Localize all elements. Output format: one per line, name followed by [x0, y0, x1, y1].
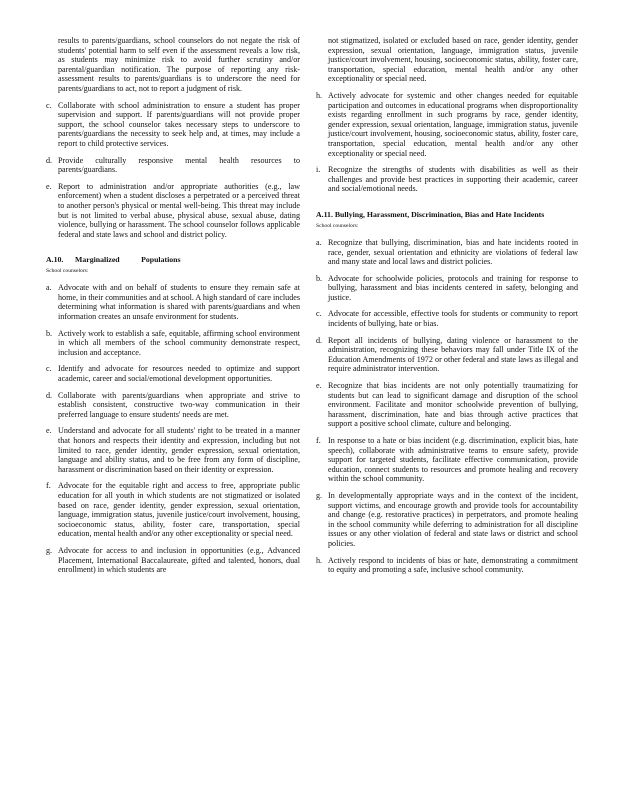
list-item: [46, 156, 300, 175]
list-item: [316, 556, 578, 575]
item-text: Recognize that bias incidents are not only potentially traumatizing for students but can lead to significant damage and disruption of the school environment. Facilitate and monitor schoolwide prevention of bullying, harassment, discrimination, hate and bias through active practices that support a positive school climate, culture and belonging.: [328, 381, 578, 429]
item-label: a.: [316, 237, 322, 247]
item-text: Actively work to establish a safe, equitable, affirming school environment in which all members of the school community demonstrate respect, inclusion and acceptance.: [58, 328, 300, 357]
list-item: [316, 436, 578, 484]
section-subheading: School counselors:: [316, 222, 359, 229]
section-heading: A.11. Bullying, Harassment, Discrimination, Bias and Hate Incidents: [316, 209, 545, 219]
section-heading: A.10. Marginalized Populations: [46, 255, 181, 265]
list-item: [46, 391, 300, 420]
item-text: Understand and advocate for all students' right to be treated in a manner that honors and respects their identity and expression, including but not limited to race, gender identity, gender expression, sexual orientation, language and ability status, and to be free from any form of discipline, harassment or discrimination based on their identity or expression.: [58, 426, 300, 474]
item-label: e.: [316, 381, 322, 391]
item-label: c.: [46, 100, 52, 110]
item-text: Advocate with and on behalf of students to ensure they remain safe at home, in their communities and at school. A high standard of care includes determining what information is shared with parents/guardians and when information creates an unsafe environment for students.: [58, 283, 300, 322]
list-item: [46, 546, 300, 575]
list-item: [316, 381, 578, 429]
right-column: [316, 36, 578, 582]
item-text: Recognize that bullying, discrimination, bias and hate incidents rooted in race, gender, sexual orientation and ethnicity are violations of federal law and many state and local laws and district policies.: [328, 237, 578, 267]
item-text: Advocate for accessible, effective tools for students or community to report incidents of bullying, hate or bias.: [328, 309, 578, 329]
item-text: Advocate for the equitable right and access to free, appropriate public education for all youth in which students are not stigmatized or isolated based on race, gender identity, gender expression, sexual orientation, language, immigration status, juvenile justice/court involvement, housing, socioeconomic status, ability, foster care, transportation, special education, mental health and/or any other exceptionality or special need.: [58, 481, 300, 539]
list-item: [316, 336, 578, 374]
item-label: i.: [316, 165, 321, 175]
list-item: [46, 283, 300, 321]
item-label: d.: [316, 335, 323, 345]
list-item: [46, 426, 300, 474]
item-text: Recognize the strengths of students with disabilities as well as their challenges and provide best practices in supporting their academic, career and social/emotional needs.: [328, 165, 578, 194]
list-item: [46, 182, 300, 240]
list-item: [46, 481, 300, 539]
item-label: g.: [46, 545, 53, 555]
list-item: [316, 309, 578, 328]
list-item: [316, 165, 578, 194]
item-label: g.: [316, 490, 323, 500]
item-text: Report all incidents of bullying, dating violence or harassment to the administration, recognizing these behaviors may fall under Title IX of the Education Amendments of 1972 or other federal and state laws as illegal and require administrator intervention.: [328, 335, 578, 374]
list-item: [46, 364, 300, 383]
item-text: In developmentally appropriate ways and in the context of the incident, support victims, and encourage growth and provide tools for accountability and change (e.g. restorative practices) in perpetrators, and promote healing in the school community while deferring to administration for all discipline issues or any other violation of federal and state laws or district and school policies.: [328, 490, 578, 548]
item-label: f.: [316, 436, 321, 445]
item-label: c.: [316, 309, 322, 319]
item-label: c.: [46, 364, 52, 374]
item-text: Identify and advocate for resources needed to optimize and support academic, career and social/emotional development opportunities.: [58, 364, 300, 384]
item-label: b.: [46, 328, 53, 338]
item-text: Collaborate with parents/guardians when appropriate and strive to establish consistent, constructive two-way communication in their preferred language to ensure students' needs are met.: [58, 390, 300, 419]
item-label: h.: [316, 90, 323, 100]
item-label: h.: [316, 555, 323, 565]
continued-paragraph: not stigmatized, isolated or excluded based on race, gender identity, gender expression, sexual orientation, language, immigration status, juvenile justice/court involvement, housing, socioeconomic status, ability, foster care, transportation, special education, mental health and/or any other exceptionality or special need.: [328, 36, 578, 84]
item-label: e.: [46, 181, 52, 191]
left-column: [46, 36, 300, 582]
item-text: Actively respond to incidents of bias or hate, demonstrating a commitment to equity and promoting a safe, inclusive school community.: [328, 555, 578, 575]
item-text: Report to administration and/or appropriate authorities (e.g., law enforcement) when a student discloses a perpetrated or a perceived threat to another person's physical or mental well-being. This threat may include but is not limited to verbal abuse, physical abuse, sexual abuse, dating violence, bullying or harassment. The school counselor follows applicable federal and state laws and school and district policy.: [58, 181, 300, 239]
section-subheading: School counselors:: [46, 268, 89, 275]
item-label: d.: [46, 155, 53, 165]
list-item: [316, 274, 578, 303]
list-item: [316, 491, 578, 549]
item-text: Advocate for access to and inclusion in opportunities (e.g., Advanced Placement, International Baccalaureate, gifted and talented, honors, dual enrollment) in which students are: [58, 545, 300, 575]
list-item: [46, 329, 300, 358]
item-label: d.: [46, 390, 53, 400]
item-label: a.: [46, 283, 52, 293]
item-label: e.: [46, 426, 52, 436]
list-item: [316, 91, 578, 158]
item-text: Actively advocate for systemic and other changes needed for equitable participation and outcomes in educational programs when disproportionality exists regarding enrollment in such programs by race, gender identity, gender expression, sexual orientation, language, immigration status, juvenile justice/court involvement, housing, socioeconomic status, ability, foster care, transportation, special education, mental health and/or any other exceptionality or special need.: [328, 90, 578, 158]
item-text: Provide culturally responsive mental health resources to parents/guardians.: [58, 155, 300, 175]
item-text: Collaborate with school administration to ensure a student has proper supervision and support. If parents/guardians will not provide proper support, the school counselor takes necessary steps to underscore to parents/guardians the necessity to seek help and, at times, may include a report to child protective services.: [58, 100, 300, 148]
list-item: [316, 238, 578, 267]
continued-paragraph: results to parents/guardians, school counselors do not negate the risk of students' potential harm to self even if the assessment reveals a low risk, as students may minimize risk to avoid further scrutiny and/or parental/guardian notification. The purpose of reporting any risk-assessment results to parents/guardians is to underscore the need for parents/guardians to act, not to report a judgment of risk.: [58, 36, 300, 93]
item-text: In response to a hate or bias incident (e.g. discrimination, explicit bias, hate speech), collaborate with administrative teams to ensure safety, provide support for targeted students, facilitate effective communication, provide education, connect students to resources and promote healing and recovery within the school community.: [328, 436, 578, 484]
list-item: [46, 101, 300, 149]
item-text: Advocate for schoolwide policies, protocols and training for response to bullying, harassment and bias incidents centered in safety, belonging and justice.: [328, 273, 578, 302]
item-label: b.: [316, 273, 323, 283]
item-label: f.: [46, 481, 51, 491]
